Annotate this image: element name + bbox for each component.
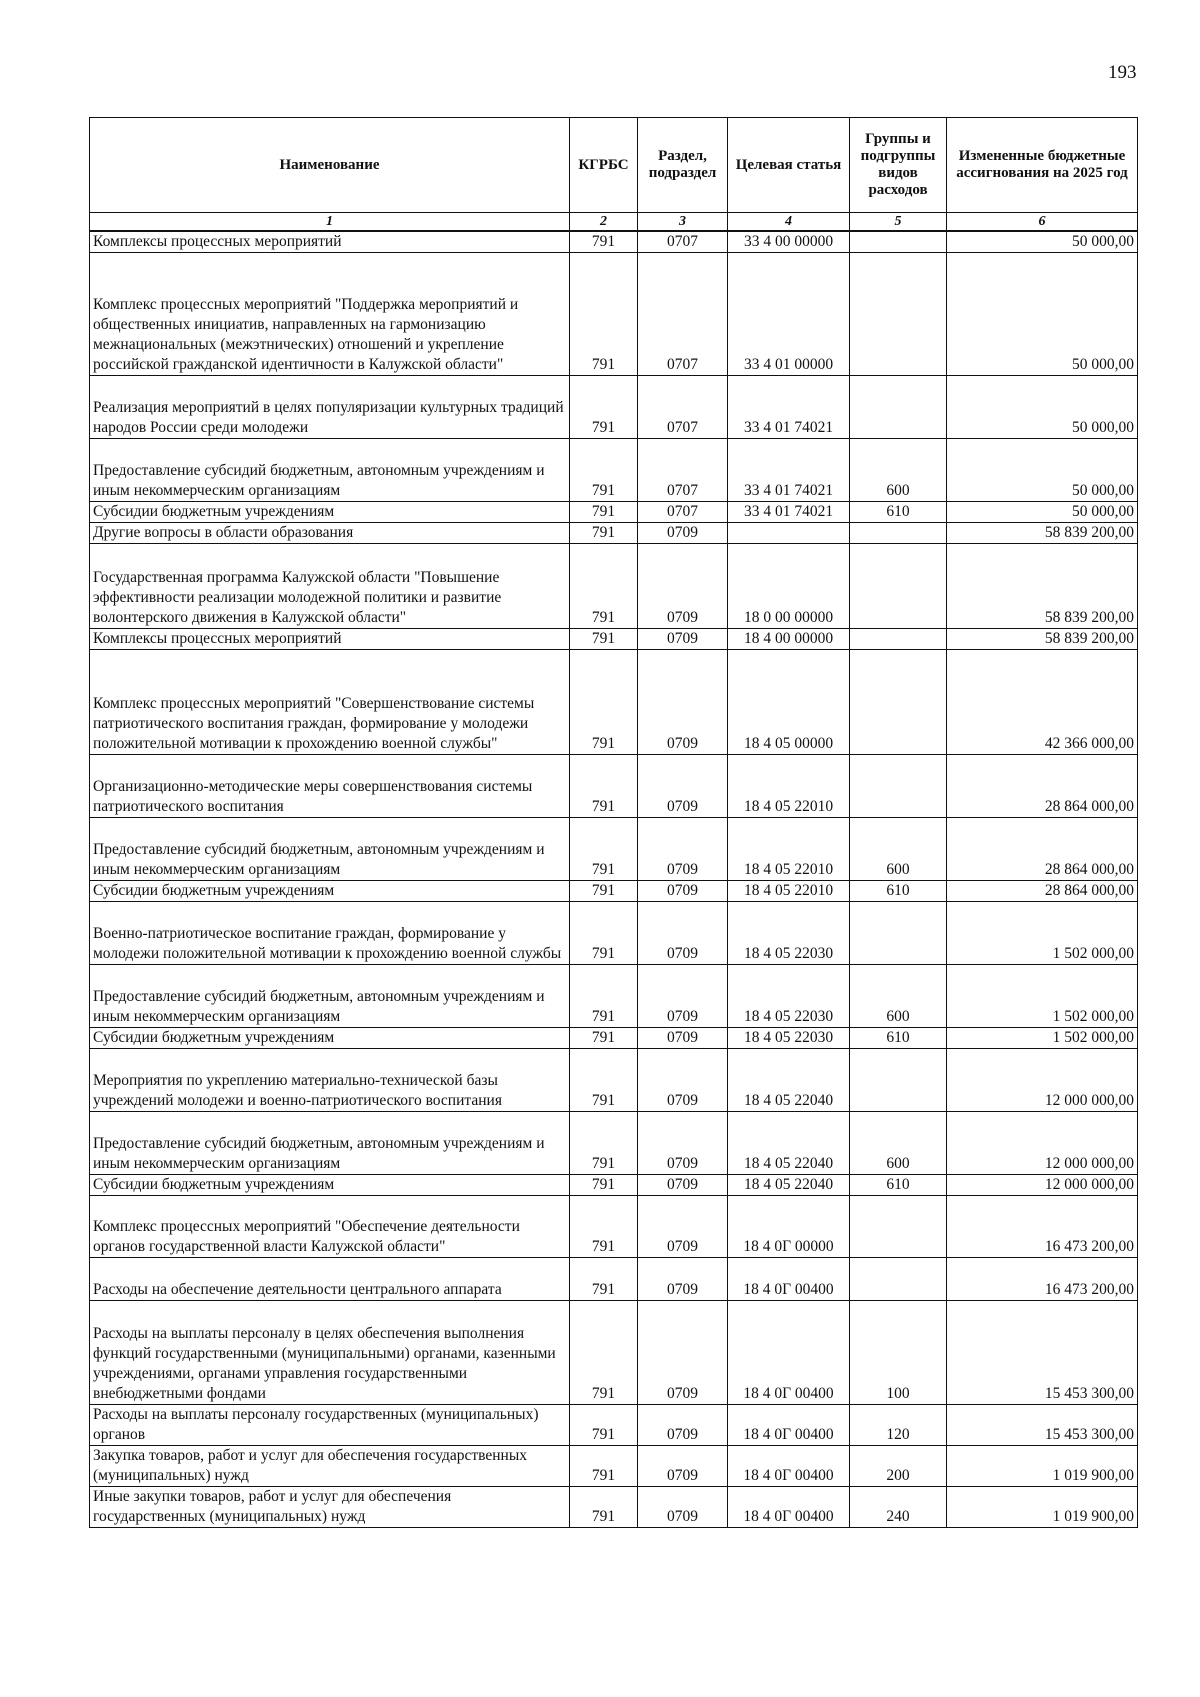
row-target-cell: 18 4 05 22040	[728, 1175, 850, 1196]
row-target-cell	[728, 523, 850, 544]
row-kgrbs-cell: 791	[570, 629, 638, 650]
row-section-cell: 0709	[638, 1301, 728, 1405]
table-row	[90, 1405, 1138, 1446]
row-name-cell: Субсидии бюджетным учреждениям	[90, 1175, 570, 1196]
row-name-cell: Комплексы процессных мероприятий	[90, 629, 570, 650]
row-target-cell: 18 4 05 22010	[728, 881, 850, 902]
row-target-cell: 18 4 0Г 00400	[728, 1301, 850, 1405]
row-kgrbs-cell: 791	[570, 1112, 638, 1175]
row-name-cell: Комплекс процессных мероприятий "Обеспечение деятельности органов государственной власти Калужской области"	[90, 1196, 570, 1258]
header-kgrbs: КГРБС	[570, 118, 638, 213]
row-group-cell: 600	[850, 818, 947, 881]
table-row	[90, 881, 1138, 902]
row-name-cell: Предоставление субсидий бюджетным, автономным учреждениям и иным некоммерческим организациям	[90, 1112, 570, 1175]
table-row	[90, 818, 1138, 881]
row-group-cell: 610	[850, 1175, 947, 1196]
row-amount-cell: 50 000,00	[947, 231, 1138, 253]
row-kgrbs-cell: 791	[570, 650, 638, 755]
row-section-cell: 0709	[638, 629, 728, 650]
row-name-cell: Мероприятия по укреплению материально-технической базы учреждений молодежи и военно-патриотического воспитания	[90, 1049, 570, 1112]
row-section-cell: 0707	[638, 502, 728, 523]
table-row	[90, 1196, 1138, 1258]
row-kgrbs-cell: 791	[570, 231, 638, 253]
row-amount-cell: 58 839 200,00	[947, 629, 1138, 650]
row-kgrbs-cell: 791	[570, 1196, 638, 1258]
row-amount-cell: 15 453 300,00	[947, 1301, 1138, 1405]
row-amount-cell: 42 366 000,00	[947, 650, 1138, 755]
row-group-cell: 100	[850, 1301, 947, 1405]
row-group-cell	[850, 1258, 947, 1301]
row-section-cell: 0709	[638, 1028, 728, 1049]
row-section-cell: 0709	[638, 881, 728, 902]
table-row	[90, 1301, 1138, 1405]
row-amount-cell: 50 000,00	[947, 502, 1138, 523]
row-group-cell	[850, 544, 947, 629]
row-group-cell: 600	[850, 439, 947, 502]
table-row	[90, 1112, 1138, 1175]
row-group-cell: 200	[850, 1446, 947, 1487]
row-name-cell: Реализация мероприятий в целях популяризации культурных традиций народов России среди молодежи	[90, 376, 570, 439]
row-target-cell: 18 4 05 00000	[728, 650, 850, 755]
row-name-cell: Субсидии бюджетным учреждениям	[90, 881, 570, 902]
row-name-cell: Организационно-методические меры совершенствования системы патриотического воспитания	[90, 755, 570, 818]
table-row	[90, 1446, 1138, 1487]
row-amount-cell: 28 864 000,00	[947, 881, 1138, 902]
table-row	[90, 439, 1138, 502]
row-section-cell: 0709	[638, 965, 728, 1028]
header-section: Раздел, подраздел	[638, 118, 728, 213]
row-name-cell: Расходы на обеспечение деятельности центрального аппарата	[90, 1258, 570, 1301]
row-amount-cell: 50 000,00	[947, 439, 1138, 502]
row-group-cell: 610	[850, 502, 947, 523]
row-section-cell: 0709	[638, 1196, 728, 1258]
table-row	[90, 523, 1138, 544]
row-name-cell: Военно-патриотическое воспитание граждан, формирование у молодежи положительной мотивации к прохождению военной службы	[90, 902, 570, 965]
row-amount-cell: 58 839 200,00	[947, 544, 1138, 629]
row-section-cell: 0707	[638, 376, 728, 439]
row-target-cell: 18 4 0Г 00000	[728, 1196, 850, 1258]
page-number: 193	[1108, 62, 1137, 83]
row-section-cell: 0709	[638, 818, 728, 881]
header-amount: Измененные бюджетные ассигнования на 2025 год	[947, 118, 1138, 213]
row-kgrbs-cell: 791	[570, 1028, 638, 1049]
row-section-cell: 0709	[638, 1446, 728, 1487]
row-section-cell: 0709	[638, 755, 728, 818]
row-amount-cell: 16 473 200,00	[947, 1258, 1138, 1301]
row-kgrbs-cell: 791	[570, 1446, 638, 1487]
row-group-cell	[850, 231, 947, 253]
row-name-cell: Субсидии бюджетным учреждениям	[90, 502, 570, 523]
header-groups: Группы и подгруппы видов расходов	[850, 118, 947, 213]
row-target-cell: 18 4 0Г 00400	[728, 1487, 850, 1528]
row-target-cell: 18 4 05 22040	[728, 1112, 850, 1175]
row-group-cell	[850, 376, 947, 439]
row-group-cell: 600	[850, 1112, 947, 1175]
row-section-cell: 0709	[638, 650, 728, 755]
row-target-cell: 33 4 00 00000	[728, 231, 850, 253]
table-row	[90, 502, 1138, 523]
column-number: 4	[728, 213, 850, 232]
row-section-cell: 0709	[638, 1049, 728, 1112]
row-target-cell: 33 4 01 74021	[728, 502, 850, 523]
row-section-cell: 0709	[638, 1175, 728, 1196]
row-group-cell	[850, 650, 947, 755]
row-amount-cell: 16 473 200,00	[947, 1196, 1138, 1258]
row-amount-cell: 58 839 200,00	[947, 523, 1138, 544]
row-name-cell: Иные закупки товаров, работ и услуг для обеспечения государственных (муниципальных) нужд	[90, 1487, 570, 1528]
table-row	[90, 376, 1138, 439]
row-kgrbs-cell: 791	[570, 1258, 638, 1301]
row-kgrbs-cell: 791	[570, 818, 638, 881]
row-group-cell	[850, 629, 947, 650]
row-group-cell: 120	[850, 1405, 947, 1446]
row-section-cell: 0709	[638, 544, 728, 629]
row-target-cell: 33 4 01 00000	[728, 253, 850, 376]
table-row	[90, 1487, 1138, 1528]
column-number: 5	[850, 213, 947, 232]
row-section-cell: 0707	[638, 253, 728, 376]
row-kgrbs-cell: 791	[570, 523, 638, 544]
row-target-cell: 18 4 0Г 00400	[728, 1405, 850, 1446]
row-target-cell: 33 4 01 74021	[728, 439, 850, 502]
row-name-cell: Предоставление субсидий бюджетным, автономным учреждениям и иным некоммерческим организациям	[90, 439, 570, 502]
row-kgrbs-cell: 791	[570, 253, 638, 376]
row-kgrbs-cell: 791	[570, 755, 638, 818]
row-kgrbs-cell: 791	[570, 502, 638, 523]
row-amount-cell: 1 019 900,00	[947, 1487, 1138, 1528]
table-row	[90, 902, 1138, 965]
row-group-cell	[850, 1049, 947, 1112]
table-row	[90, 1258, 1138, 1301]
row-target-cell: 18 4 0Г 00400	[728, 1446, 850, 1487]
table-row	[90, 1049, 1138, 1112]
row-target-cell: 18 4 05 22010	[728, 818, 850, 881]
row-kgrbs-cell: 791	[570, 1405, 638, 1446]
row-name-cell: Расходы на выплаты персоналу в целях обеспечения выполнения функций государственными (муниципальными) органами, казенными учреждениями, органами управления государственными внебюджетными фондами	[90, 1301, 570, 1405]
row-kgrbs-cell: 791	[570, 1175, 638, 1196]
table-row	[90, 544, 1138, 629]
row-group-cell	[850, 523, 947, 544]
header-target: Целевая статья	[728, 118, 850, 213]
column-number: 3	[638, 213, 728, 232]
row-group-cell	[850, 1196, 947, 1258]
row-name-cell: Комплекс процессных мероприятий "Совершенствование системы патриотического воспитания граждан, формирование у молодежи положительной мотивации к прохождению военной службы"	[90, 650, 570, 755]
row-name-cell: Расходы на выплаты персоналу государственных (муниципальных) органов	[90, 1405, 570, 1446]
table-row	[90, 253, 1138, 376]
row-target-cell: 18 4 00 00000	[728, 629, 850, 650]
row-name-cell: Предоставление субсидий бюджетным, автономным учреждениям и иным некоммерческим организациям	[90, 818, 570, 881]
row-amount-cell: 28 864 000,00	[947, 755, 1138, 818]
row-name-cell: Субсидии бюджетным учреждениям	[90, 1028, 570, 1049]
row-target-cell: 18 4 05 22030	[728, 1028, 850, 1049]
row-amount-cell: 28 864 000,00	[947, 818, 1138, 881]
row-section-cell: 0709	[638, 523, 728, 544]
row-kgrbs-cell: 791	[570, 881, 638, 902]
row-amount-cell: 12 000 000,00	[947, 1112, 1138, 1175]
row-kgrbs-cell: 791	[570, 1301, 638, 1405]
budget-table	[89, 117, 1138, 1528]
row-kgrbs-cell: 791	[570, 1049, 638, 1112]
row-section-cell: 0707	[638, 231, 728, 253]
table-row	[90, 231, 1138, 253]
column-number: 1	[90, 213, 570, 232]
row-target-cell: 33 4 01 74021	[728, 376, 850, 439]
row-group-cell	[850, 755, 947, 818]
row-kgrbs-cell: 791	[570, 544, 638, 629]
row-name-cell: Государственная программа Калужской области "Повышение эффективности реализации молодежной политики и развитие волонтерского движения в Калужской области"	[90, 544, 570, 629]
row-kgrbs-cell: 791	[570, 1487, 638, 1528]
row-target-cell: 18 4 05 22040	[728, 1049, 850, 1112]
row-kgrbs-cell: 791	[570, 376, 638, 439]
row-section-cell: 0707	[638, 439, 728, 502]
row-name-cell: Предоставление субсидий бюджетным, автономным учреждениям и иным некоммерческим организациям	[90, 965, 570, 1028]
row-amount-cell: 50 000,00	[947, 253, 1138, 376]
row-target-cell: 18 4 05 22030	[728, 965, 850, 1028]
row-group-cell: 610	[850, 1028, 947, 1049]
row-group-cell	[850, 253, 947, 376]
row-group-cell: 610	[850, 881, 947, 902]
row-target-cell: 18 4 05 22010	[728, 755, 850, 818]
table-body	[90, 231, 1138, 1528]
row-target-cell: 18 4 0Г 00400	[728, 1258, 850, 1301]
table-row	[90, 650, 1138, 755]
row-group-cell: 240	[850, 1487, 947, 1528]
row-amount-cell: 12 000 000,00	[947, 1049, 1138, 1112]
row-group-cell: 600	[850, 965, 947, 1028]
row-section-cell: 0709	[638, 1405, 728, 1446]
row-name-cell: Закупка товаров, работ и услуг для обеспечения государственных (муниципальных) нужд	[90, 1446, 570, 1487]
header-name: Наименование	[90, 118, 570, 213]
row-kgrbs-cell: 791	[570, 439, 638, 502]
table-row	[90, 965, 1138, 1028]
table-row	[90, 755, 1138, 818]
row-amount-cell: 1 502 000,00	[947, 965, 1138, 1028]
row-amount-cell: 1 502 000,00	[947, 902, 1138, 965]
row-group-cell	[850, 902, 947, 965]
column-number: 2	[570, 213, 638, 232]
row-name-cell: Другие вопросы в области образования	[90, 523, 570, 544]
row-section-cell: 0709	[638, 1258, 728, 1301]
row-target-cell: 18 0 00 00000	[728, 544, 850, 629]
table-row	[90, 629, 1138, 650]
row-section-cell: 0709	[638, 902, 728, 965]
column-number: 6	[947, 213, 1138, 232]
row-amount-cell: 15 453 300,00	[947, 1405, 1138, 1446]
row-name-cell: Комплекс процессных мероприятий "Поддержка мероприятий и общественных инициатив, направленных на гармонизацию межнациональных (межэтнических) отношений и укрепление российской гражданской идентичности в Калужской области"	[90, 253, 570, 376]
row-amount-cell: 12 000 000,00	[947, 1175, 1138, 1196]
row-kgrbs-cell: 791	[570, 902, 638, 965]
row-amount-cell: 1 502 000,00	[947, 1028, 1138, 1049]
row-section-cell: 0709	[638, 1487, 728, 1528]
table-row	[90, 1028, 1138, 1049]
table-row	[90, 1175, 1138, 1196]
row-section-cell: 0709	[638, 1112, 728, 1175]
row-kgrbs-cell: 791	[570, 965, 638, 1028]
row-target-cell: 18 4 05 22030	[728, 902, 850, 965]
row-name-cell: Комплексы процессных мероприятий	[90, 231, 570, 253]
row-amount-cell: 50 000,00	[947, 376, 1138, 439]
row-amount-cell: 1 019 900,00	[947, 1446, 1138, 1487]
